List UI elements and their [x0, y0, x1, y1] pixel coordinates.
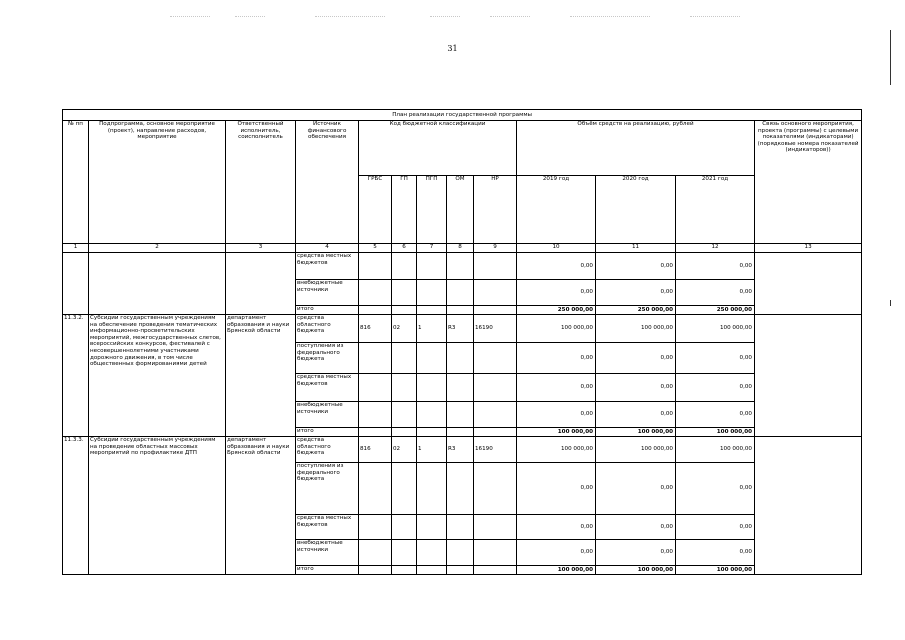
- value-2021: 0,00: [676, 515, 755, 540]
- value-2019: 0,00: [517, 374, 596, 402]
- header-responsible: Ответственный исполнитель, соисполнитель: [226, 121, 296, 244]
- value-2021: 0,00: [676, 402, 755, 428]
- value-2020: 100 000,00: [596, 566, 676, 575]
- scan-noise-top-5: [490, 16, 530, 19]
- column-number: 9: [474, 244, 517, 253]
- gp-cell: 02: [392, 315, 417, 343]
- value-2020: 100 000,00: [596, 437, 676, 463]
- column-number: 7: [417, 244, 447, 253]
- source-cell: итого: [296, 566, 359, 575]
- source-cell: внебюджетные источники: [296, 280, 359, 306]
- header-2019: 2019 год: [517, 176, 596, 244]
- header-grbs: ГРБС: [359, 176, 392, 244]
- num-cell-empty: [63, 253, 89, 315]
- table-title: План реализации государственной программы: [63, 110, 862, 121]
- link-cell: [755, 437, 862, 575]
- grbs-cell: 816: [359, 437, 392, 463]
- table-row: [63, 437, 862, 463]
- value-2019: 0,00: [517, 253, 596, 280]
- header-num: № пп: [63, 121, 89, 244]
- value-2020: 0,00: [596, 374, 676, 402]
- item-program: Субсидии государственным учреждениям на обеспечение проведения тематических информационно-просветительских мероприятий, межгосударственных слетов, всероссийских конкурсов, фестивалей с несовершеннолетними участниками дорожного движения, в том числе общественных формированиями детей: [89, 315, 226, 437]
- gp-cell: 02: [392, 437, 417, 463]
- source-cell: поступления из федерального бюджета: [296, 343, 359, 374]
- column-number: 5: [359, 244, 392, 253]
- source-cell: средства местных бюджетов: [296, 253, 359, 280]
- item-number: 11.3.2.: [63, 315, 89, 437]
- value-2020: 0,00: [596, 463, 676, 515]
- header-program: Подпрограмма, основное мероприятие (проект), направление расходов, мероприятие: [89, 121, 226, 244]
- value-2019: 0,00: [517, 540, 596, 566]
- value-2019: 100 000,00: [517, 566, 596, 575]
- value-2019: 250 000,00: [517, 306, 596, 315]
- value-2021: 0,00: [676, 540, 755, 566]
- value-2020: 100 000,00: [596, 315, 676, 343]
- value-2021: 100 000,00: [676, 437, 755, 463]
- value-2020: 250 000,00: [596, 306, 676, 315]
- header-row: [63, 121, 862, 176]
- header-gp: ГП: [392, 176, 417, 244]
- column-number: 4: [296, 244, 359, 253]
- value-2021: 0,00: [676, 463, 755, 515]
- header-volume: Объём средств на реализацию, рублей: [517, 121, 755, 176]
- value-2020: 100 000,00: [596, 428, 676, 437]
- item-number: 11.3.3.: [63, 437, 89, 575]
- value-2019: 100 000,00: [517, 437, 596, 463]
- value-2021: 100 000,00: [676, 566, 755, 575]
- scan-edge-mark: [890, 300, 891, 306]
- item-responsible: департамент образования и науки Брянской области: [226, 437, 296, 575]
- header-2020: 2020 год: [596, 176, 676, 244]
- scan-noise-top-3: [315, 16, 385, 19]
- column-number: 3: [226, 244, 296, 253]
- value-2019: 0,00: [517, 463, 596, 515]
- value-2021: 250 000,00: [676, 306, 755, 315]
- column-number: 12: [676, 244, 755, 253]
- source-cell: средства областного бюджета: [296, 315, 359, 343]
- link-cell: [755, 315, 862, 437]
- value-2021: 0,00: [676, 253, 755, 280]
- value-2020: 0,00: [596, 540, 676, 566]
- table-row: [63, 315, 862, 343]
- scan-noise-top-4: [430, 16, 460, 19]
- column-number: 8: [447, 244, 474, 253]
- column-number: 6: [392, 244, 417, 253]
- value-2020: 0,00: [596, 515, 676, 540]
- value-2021: 100 000,00: [676, 428, 755, 437]
- nr-cell: 16190: [474, 315, 517, 343]
- source-cell: средства местных бюджетов: [296, 515, 359, 540]
- header-link: Связь основного мероприятия, проекта (программы) с целевыми показателями (индикаторами) (порядковые номера показателей (индикаторов)): [755, 121, 862, 244]
- value-2019: 100 000,00: [517, 428, 596, 437]
- responsible-cell-empty: [226, 253, 296, 315]
- value-2020: 0,00: [596, 280, 676, 306]
- scan-noise-top-6: [570, 16, 650, 19]
- item-program: Субсидии государственным учреждениям на проведение областных массовых мероприятий по профилактике ДТП: [89, 437, 226, 575]
- plan-table: [62, 109, 862, 575]
- column-number: 11: [596, 244, 676, 253]
- header-2021: 2021 год: [676, 176, 755, 244]
- scan-noise-top-2: [235, 16, 265, 19]
- source-cell: итого: [296, 306, 359, 315]
- scan-noise-top-7: [690, 16, 740, 19]
- value-2019: 0,00: [517, 343, 596, 374]
- header-pgp: ПГП: [417, 176, 447, 244]
- value-2019: 0,00: [517, 402, 596, 428]
- value-2020: 0,00: [596, 343, 676, 374]
- column-number: 13: [755, 244, 862, 253]
- link-cell: [755, 253, 862, 315]
- scan-noise-top-1: [170, 16, 210, 19]
- nr-cell: 16190: [474, 437, 517, 463]
- value-2021: 0,00: [676, 280, 755, 306]
- value-2021: 0,00: [676, 374, 755, 402]
- column-number: 1: [63, 244, 89, 253]
- table-title-row: [63, 110, 862, 121]
- item-responsible: департамент образования и науки Брянской области: [226, 315, 296, 437]
- value-2020: 0,00: [596, 402, 676, 428]
- value-2020: 0,00: [596, 253, 676, 280]
- source-cell: средства местных бюджетов: [296, 374, 359, 402]
- source-cell: поступления из федерального бюджета: [296, 463, 359, 515]
- table-row: [63, 253, 862, 280]
- program-cell-empty: [89, 253, 226, 315]
- om-cell: R3: [447, 315, 474, 343]
- value-2019: 0,00: [517, 515, 596, 540]
- header-om: ОМ: [447, 176, 474, 244]
- column-number: 2: [89, 244, 226, 253]
- column-number: 10: [517, 244, 596, 253]
- scan-edge-mark: [890, 30, 891, 85]
- source-cell: внебюджетные источники: [296, 540, 359, 566]
- value-2019: 100 000,00: [517, 315, 596, 343]
- header-budget-code: Код бюджетной классификации: [359, 121, 517, 176]
- om-cell: R3: [447, 437, 474, 463]
- value-2019: 0,00: [517, 280, 596, 306]
- header-nr: НР: [474, 176, 517, 244]
- value-2021: 0,00: [676, 343, 755, 374]
- source-cell: внебюджетные источники: [296, 402, 359, 428]
- pgp-cell: 1: [417, 437, 447, 463]
- pgp-cell: 1: [417, 315, 447, 343]
- source-cell: средства областного бюджета: [296, 437, 359, 463]
- header-source: Источник финансового обеспечения: [296, 121, 359, 244]
- grbs-cell: 816: [359, 315, 392, 343]
- column-number-row: [63, 244, 862, 253]
- page-number: 31: [447, 44, 458, 53]
- source-cell: итого: [296, 428, 359, 437]
- value-2021: 100 000,00: [676, 315, 755, 343]
